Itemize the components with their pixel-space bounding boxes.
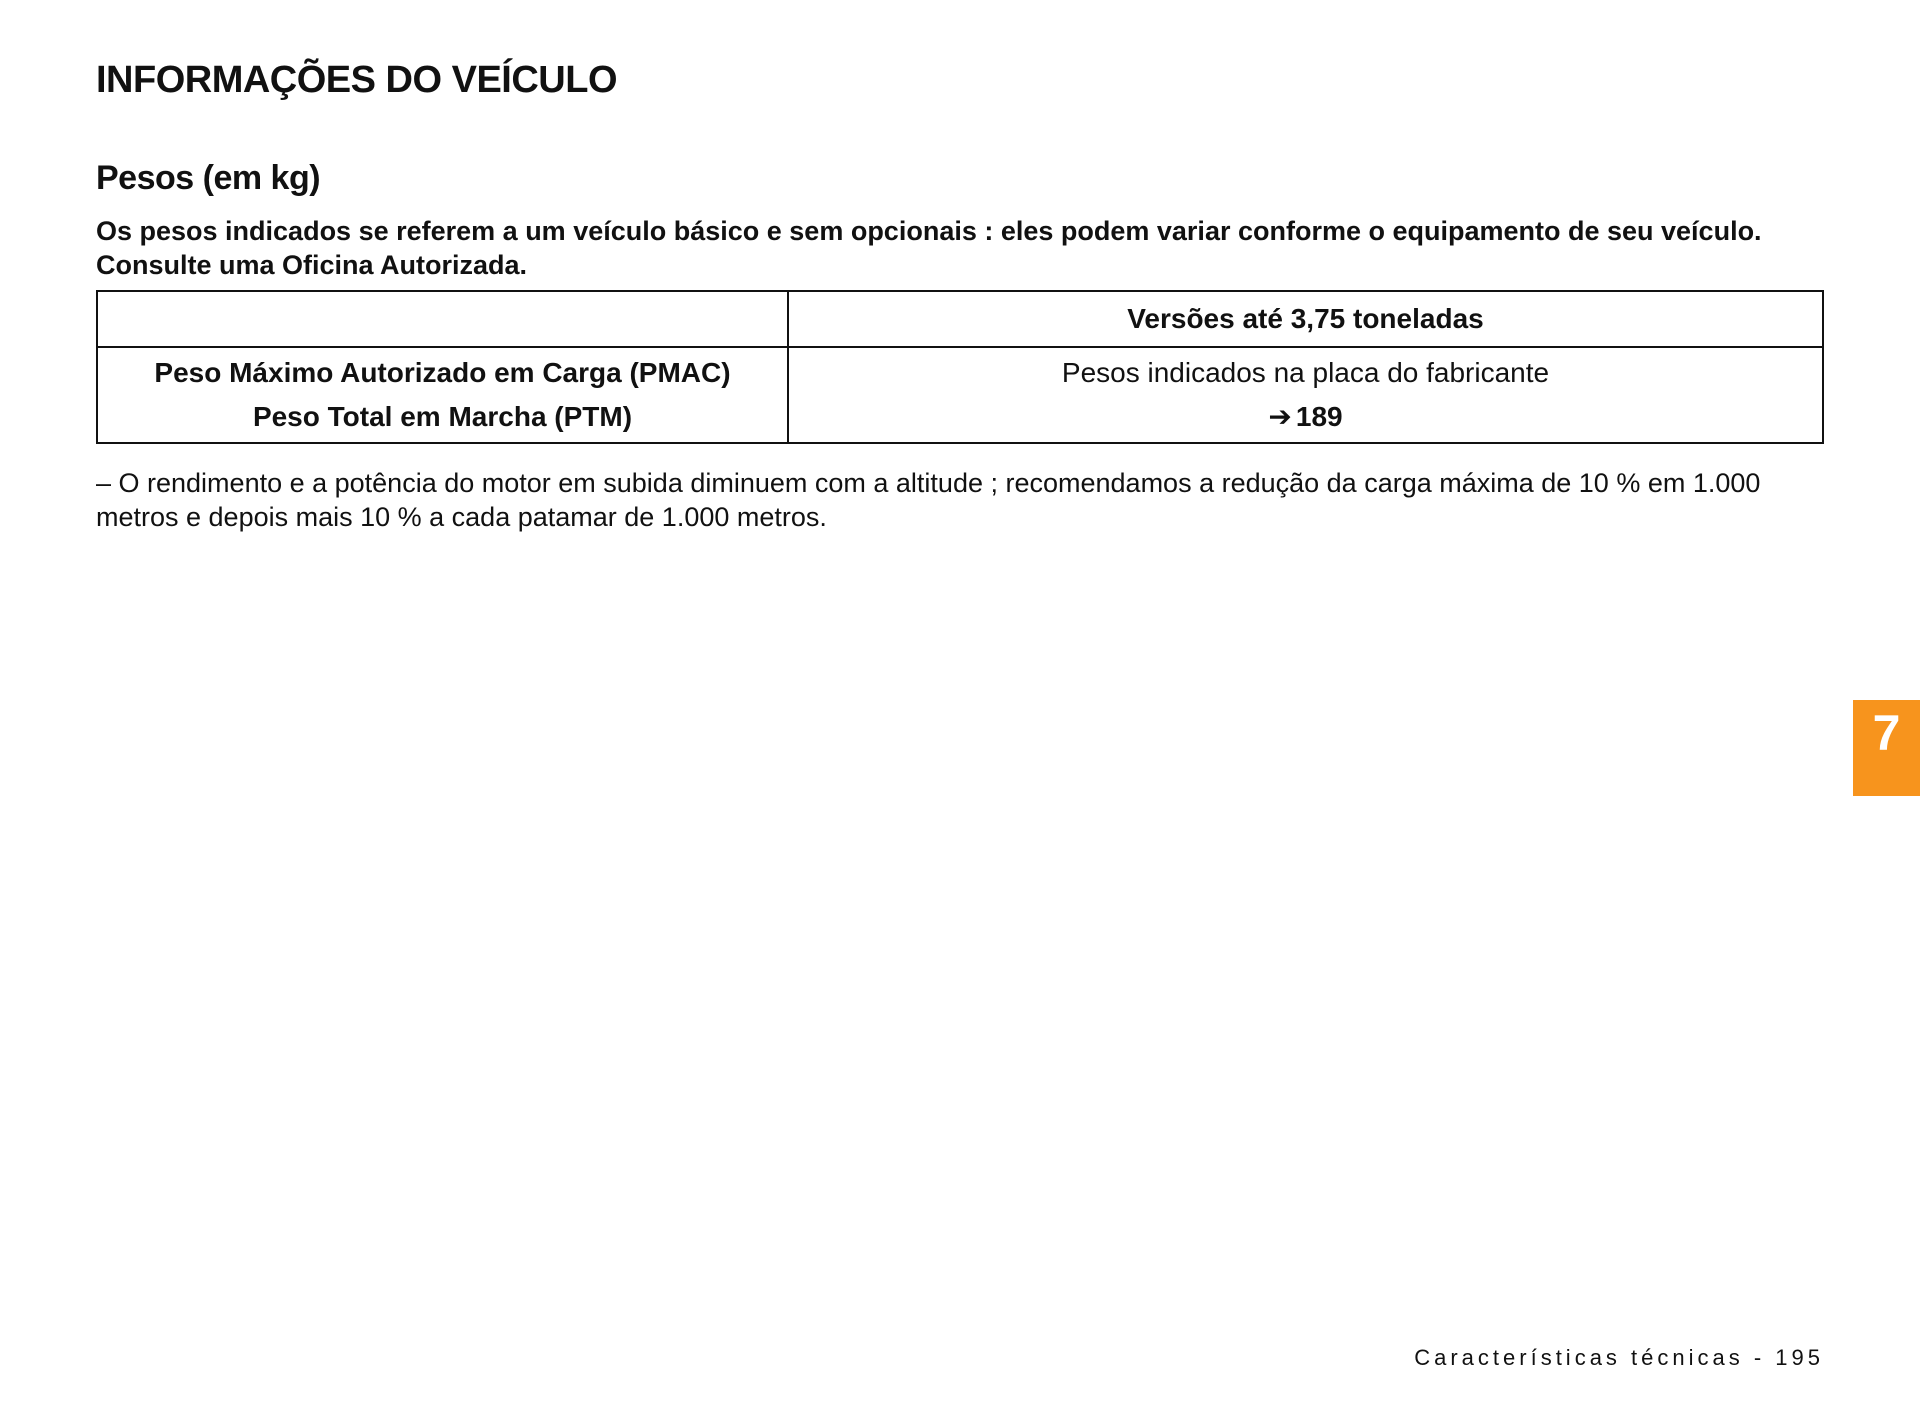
- ptm-label: Peso Total em Marcha (PTM): [252, 401, 633, 432]
- chapter-number: 7: [1872, 705, 1901, 761]
- table-header-empty-cell: [97, 291, 788, 347]
- pmac-label: Peso Máximo Autorizado em Carga (PMAC): [154, 357, 731, 388]
- chapter-tab[interactable]: [1853, 700, 1920, 796]
- table-header-row: [97, 291, 1823, 347]
- ptm-value[interactable]: [799, 395, 1812, 439]
- page-reference: 189: [1295, 401, 1343, 432]
- table-header-versions: Versões até 3,75 toneladas: [788, 291, 1823, 347]
- weights-table: [96, 290, 1824, 444]
- section-intro: Os pesos indicados se referem a um veículo básico e sem opcionais : eles podem variar conforme o equipamento de seu veículo. Consulte uma Oficina Autorizada.: [96, 216, 1762, 280]
- table-row-values: [788, 347, 1823, 443]
- altitude-note: – O rendimento e a potência do motor em subida diminuem com a altitude ; recomendamos a redução da carga máxima de 10 % em 1.000 metros e depois mais 10 % a cada patamar de 1.000 metros.: [96, 468, 1761, 532]
- section-title: Pesos (em kg): [96, 159, 321, 197]
- page-footer: Características técnicas - 195: [1414, 1345, 1824, 1370]
- pmac-value: Pesos indicados na placa do fabricante: [1061, 357, 1550, 388]
- table-row-labels: [97, 347, 788, 443]
- arrow-right-icon: ➔: [1268, 401, 1292, 432]
- page-title: INFORMAÇÕES DO VEÍCULO: [96, 59, 618, 101]
- table-row: [97, 347, 1823, 443]
